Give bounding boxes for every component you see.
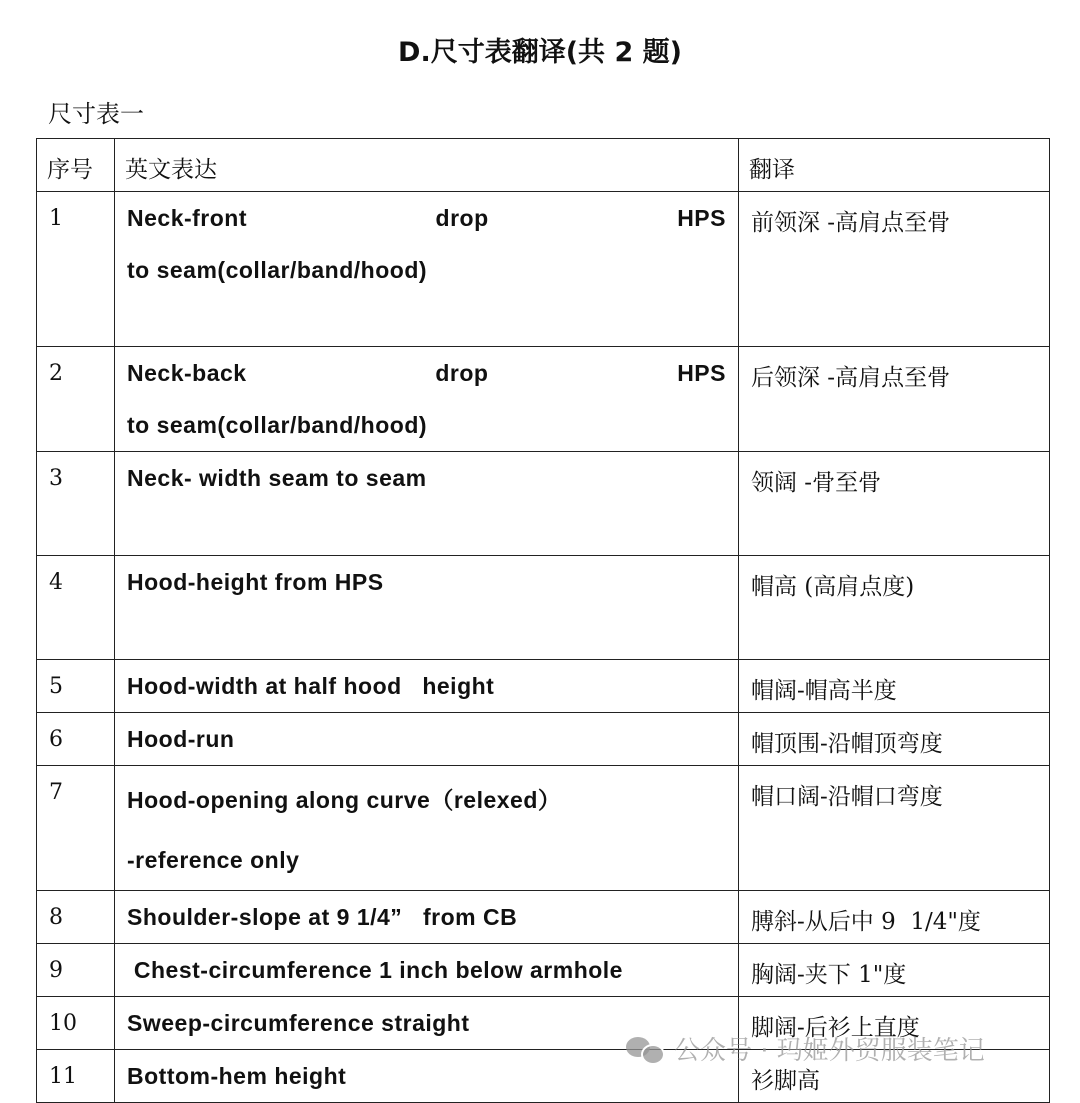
english-word: drop bbox=[435, 360, 489, 386]
row-english: Hood-height from HPS bbox=[115, 556, 739, 660]
size-chart-table bbox=[36, 138, 1050, 1103]
row-english: Neck- width seam to seam bbox=[115, 452, 739, 556]
row-number: 11 bbox=[37, 1050, 115, 1103]
row-translation: 领阔 -骨至骨 bbox=[739, 452, 1050, 556]
table-row bbox=[37, 891, 1050, 944]
row-translation: 帽顶围-沿帽顶弯度 bbox=[739, 713, 1050, 766]
header-english: 英文表达 bbox=[115, 139, 739, 192]
row-english: Sweep-circumference straight bbox=[115, 997, 739, 1050]
table-row bbox=[37, 347, 1050, 452]
row-number: 5 bbox=[37, 660, 115, 713]
table-row bbox=[37, 766, 1050, 891]
row-english: Shoulder-slope at 9 1/4” from CB bbox=[115, 891, 739, 944]
row-translation: 脚阔-后衫上直度 bbox=[739, 997, 1050, 1050]
table-header-row bbox=[37, 139, 1050, 192]
watermark bbox=[626, 1030, 985, 1067]
row-number: 3 bbox=[37, 452, 115, 556]
page-title: D.尺寸表翻译(共 2 题) bbox=[398, 37, 682, 68]
table-row bbox=[37, 556, 1050, 660]
row-translation: 帽阔-帽高半度 bbox=[739, 660, 1050, 713]
table-row bbox=[37, 660, 1050, 713]
row-translation: 帽口阔-沿帽口弯度 bbox=[739, 766, 1050, 891]
row-number: 1 bbox=[37, 192, 115, 347]
row-number: 2 bbox=[37, 347, 115, 452]
row-english: Hood-width at half hood height bbox=[115, 660, 739, 713]
header-number: 序号 bbox=[37, 139, 115, 192]
english-word: Neck-back bbox=[127, 360, 247, 386]
row-english: Bottom-hem height bbox=[115, 1050, 739, 1103]
english-word: drop bbox=[435, 205, 489, 231]
row-translation: 前领深 -高肩点至骨 bbox=[739, 192, 1050, 347]
english-line: to seam(collar/band/hood) bbox=[127, 257, 428, 283]
english-line bbox=[127, 192, 726, 244]
english-word: HPS bbox=[677, 360, 726, 386]
row-translation: 膊斜-从后中 9 1/4"度 bbox=[739, 891, 1050, 944]
row-translation: 衫脚高 bbox=[739, 1050, 1050, 1103]
table-row bbox=[37, 713, 1050, 766]
row-number: 10 bbox=[37, 997, 115, 1050]
watermark-text: 公众号 · 玛姬外贸服装笔记 bbox=[674, 1036, 985, 1066]
row-number: 9 bbox=[37, 944, 115, 997]
row-english: Hood-run bbox=[115, 713, 739, 766]
row-english bbox=[115, 192, 739, 347]
english-line: to seam(collar/band/hood) bbox=[127, 412, 428, 438]
row-number: 6 bbox=[37, 713, 115, 766]
table-row bbox=[37, 944, 1050, 997]
english-line bbox=[127, 347, 726, 399]
row-english: Chest-circumference 1 inch below armhole bbox=[115, 944, 739, 997]
english-word: Neck-front bbox=[127, 205, 248, 231]
section-subtitle: 尺寸表一 bbox=[48, 100, 144, 128]
table-row bbox=[37, 192, 1050, 347]
table-row bbox=[37, 452, 1050, 556]
row-english bbox=[115, 347, 739, 452]
row-number: 8 bbox=[37, 891, 115, 944]
english-line: -reference only bbox=[127, 847, 300, 873]
row-translation: 帽高 (高肩点度) bbox=[739, 556, 1050, 660]
wechat-icon bbox=[626, 1035, 666, 1063]
header-translation: 翻译 bbox=[739, 139, 1050, 192]
row-english bbox=[115, 766, 739, 891]
row-translation: 胸阔-夹下 1"度 bbox=[739, 944, 1050, 997]
english-line: Hood-opening along curve（relexed） bbox=[127, 787, 562, 813]
row-number: 4 bbox=[37, 556, 115, 660]
row-translation: 后领深 -高肩点至骨 bbox=[739, 347, 1050, 452]
row-number: 7 bbox=[37, 766, 115, 891]
english-word: HPS bbox=[677, 205, 726, 231]
